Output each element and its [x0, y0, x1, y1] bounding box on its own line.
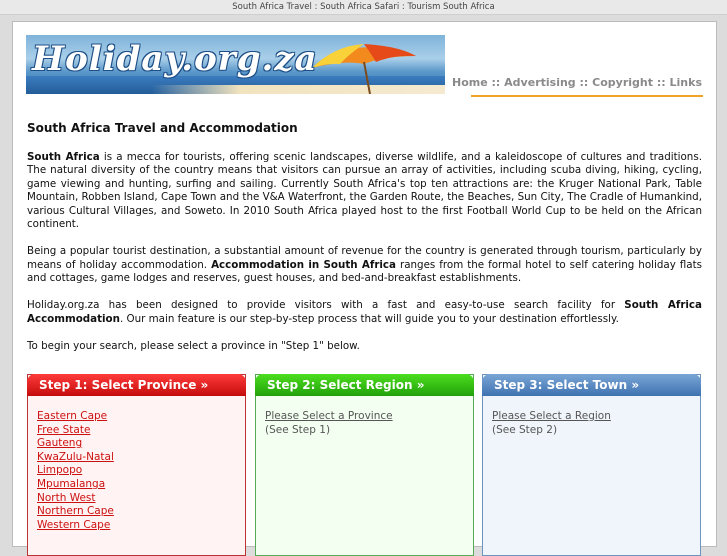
- select-province-link[interactable]: Please Select a Province: [265, 410, 393, 422]
- accommodation-paragraph: [27, 245, 702, 286]
- region-list: [256, 396, 473, 437]
- step1-panel: [27, 374, 246, 556]
- nav-separator: ::: [579, 76, 589, 89]
- about-text-b: . Our main feature is our step-by-step process that will guide you to your destination effortlessly.: [119, 312, 619, 325]
- province-link[interactable]: KwaZulu-Natal: [37, 450, 114, 463]
- province-link[interactable]: Free State: [37, 423, 91, 436]
- beach-umbrella-icon: [304, 38, 424, 94]
- province-link[interactable]: North West: [37, 491, 96, 504]
- step1-header: Step 1: Select Province »: [27, 374, 246, 396]
- about-paragraph: [27, 299, 702, 326]
- nav-advertising-link[interactable]: Advertising: [504, 76, 576, 89]
- about-bold: South Africa Accommodation: [27, 299, 702, 325]
- intro-paragraph: [27, 151, 702, 232]
- province-link[interactable]: Western Cape: [37, 518, 111, 531]
- nav-underline: [471, 95, 703, 97]
- select-region-link[interactable]: Please Select a Region: [492, 410, 611, 422]
- nav-home-link[interactable]: Home: [451, 76, 488, 89]
- top-navigation: [452, 76, 702, 89]
- province-link[interactable]: Limpopo: [37, 464, 83, 477]
- intro-text: is a mecca for tourists, offering scenic landscapes, diverse wildlife, and a kaleidoscope of cultures and traditions. The natural diversity of the country means that visitors can pursue an array of activities, including scuba diving, hiking, cycling, game viewing and hunting, surfing and sailing. Currently South Africa's top ten attractions are: the Kruger National Park, Table Mountain, Robben Island, Cape Town and the V&A Waterfront, the Garden Route, the Beaches, Sun City, The Cradle of Humankind, various Cultural Villages, and Soweto. In 2010 South Africa played host to the first Football World Cup to be held on the African continent.: [27, 150, 702, 230]
- accommodation-bold: Accommodation in South Africa: [211, 258, 396, 271]
- nav-links-link[interactable]: Links: [669, 76, 702, 89]
- nav-copyright-link[interactable]: Copyright: [592, 76, 654, 89]
- province-list: [28, 396, 245, 532]
- province-link[interactable]: Eastern Cape: [37, 410, 108, 422]
- nav-separator: ::: [491, 76, 501, 89]
- main-content: [27, 122, 702, 367]
- town-list: [483, 396, 700, 437]
- step3-note: (See Step 2): [492, 423, 558, 436]
- step3-header: Step 3: Select Town »: [482, 374, 701, 396]
- accommodation-text-b: ranges from the formal hotel to self catering holiday flats and cottages, game lodges and reserves, guest houses, and bed-and-breakfast establishments.: [27, 258, 702, 284]
- page-container: [12, 21, 717, 547]
- window-title: South Africa Travel : South Africa Safari : Tourism South Africa: [0, 0, 727, 15]
- site-logo: Holiday.org.za: [32, 39, 318, 79]
- step3-panel: [482, 374, 701, 556]
- province-link[interactable]: Mpumalanga: [37, 477, 106, 490]
- step2-note: (See Step 1): [265, 423, 331, 436]
- instruction-paragraph: To begin your search, please select a province in "Step 1" below.: [27, 339, 360, 352]
- nav-separator: ::: [656, 76, 666, 89]
- province-link[interactable]: Northern Cape: [37, 505, 114, 518]
- step2-header: Step 2: Select Region »: [255, 374, 474, 396]
- page-title: South Africa Travel and Accommodation: [27, 121, 298, 135]
- province-link[interactable]: Gauteng: [37, 437, 83, 450]
- site-banner[interactable]: [26, 35, 445, 94]
- intro-bold: South Africa: [27, 150, 100, 163]
- about-text-a: Holiday.org.za has been designed to provide visitors with a fast and easy-to-use search facility for: [27, 299, 625, 311]
- accommodation-text-a: Being a popular tourist destination, a substantial amount of revenue for the country is generated through tourism, particularly by means of holiday accommodation.: [27, 245, 702, 271]
- step2-panel: [255, 374, 474, 556]
